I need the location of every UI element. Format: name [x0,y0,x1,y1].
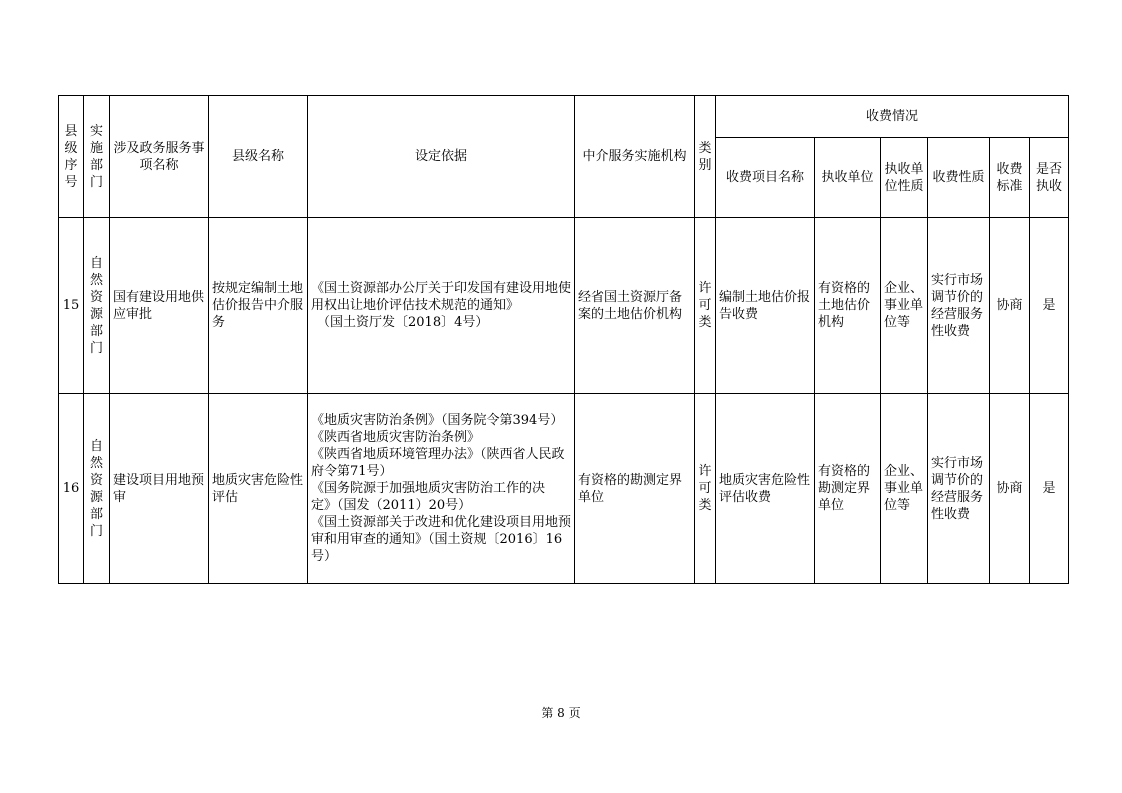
row-category: 许可类 [695,394,716,584]
basis-line: 《国务院源于加强地质灾害防治工作的决定》（国发（2011）20号） [311,481,546,513]
row-item: 建设项目用地预审 [110,394,209,584]
row-fee-standard: 协商 [990,394,1030,584]
row-seq: 15 [59,218,84,394]
row-category: 许可类 [695,218,716,394]
basis-line: 《陕西省地质灾害防治条例》 [311,430,481,445]
header-county-name: 县级名称 [209,96,308,218]
header-seq: 县级序号 [59,96,84,218]
header-agency: 中介服务实施机构 [575,96,695,218]
row-county-name: 按规定编制土地估价报告中介服务 [209,218,308,394]
row-fee-unit-nature: 企业、事业单位等 [881,394,928,584]
basis-line: 《国土资源部关于改进和优化建设项目用地预审和用审查的通知》（国土资规〔2016〕16号） [311,515,572,564]
row-dept: 自然资源部门 [84,218,110,394]
header-fee-nature: 收费性质 [928,138,990,218]
row-fee-item: 编制土地估价报告收费 [716,218,815,394]
table-row [59,394,1069,584]
basis-line: 《陕西省地质环境管理办法》（陕西省人民政府令第71号） [311,447,565,479]
row-fee-unit-nature: 企业、事业单位等 [881,218,928,394]
header-row-1 [59,96,1069,138]
basis-line: 《地质灾害防治条例》（国务院令第394号） [311,413,564,428]
row-fee-nature: 实行市场调节价的经营服务性收费 [928,218,990,394]
header-fee-item: 收费项目名称 [716,138,815,218]
row-fee-collect: 是 [1030,394,1069,584]
row-fee-collect: 是 [1030,218,1069,394]
row-fee-unit: 有资格的土地估价机构 [815,218,881,394]
header-fee-unit-nature: 执收单位性质 [881,138,928,218]
row-fee-standard: 协商 [990,218,1030,394]
row-basis [308,218,575,394]
basis-line: 《国土资源部办公厅关于印发国有建设用地使用权出让地价评估技术规范的通知》 [311,281,572,313]
header-basis: 设定依据 [308,96,575,218]
table-row [59,218,1069,394]
row-agency: 经省国土资源厅备案的土地估价机构 [575,218,695,394]
row-seq: 16 [59,394,84,584]
row-fee-item: 地质灾害危险性评估收费 [716,394,815,584]
header-fee-unit: 执收单位 [815,138,881,218]
row-fee-unit: 有资格的勘测定界单位 [815,394,881,584]
row-dept: 自然资源部门 [84,394,110,584]
row-fee-nature: 实行市场调节价的经营服务性收费 [928,394,990,584]
header-category: 类别 [695,96,716,218]
header-fee-standard: 收费标准 [990,138,1030,218]
row-county-name: 地质灾害危险性评估 [209,394,308,584]
header-item: 涉及政务服务事项名称 [110,96,209,218]
header-fee-group: 收费情况 [716,96,1069,138]
row-item: 国有建设用地供应审批 [110,218,209,394]
row-basis [308,394,575,584]
row-agency: 有资格的勘测定界单位 [575,394,695,584]
basis-line: （国土资厅发〔2018〕4号） [317,315,489,330]
fee-table [58,95,1069,584]
page-number: 第 8 页 [541,706,581,720]
header-dept: 实施部门 [84,96,110,218]
header-fee-collect: 是否执收 [1030,138,1069,218]
